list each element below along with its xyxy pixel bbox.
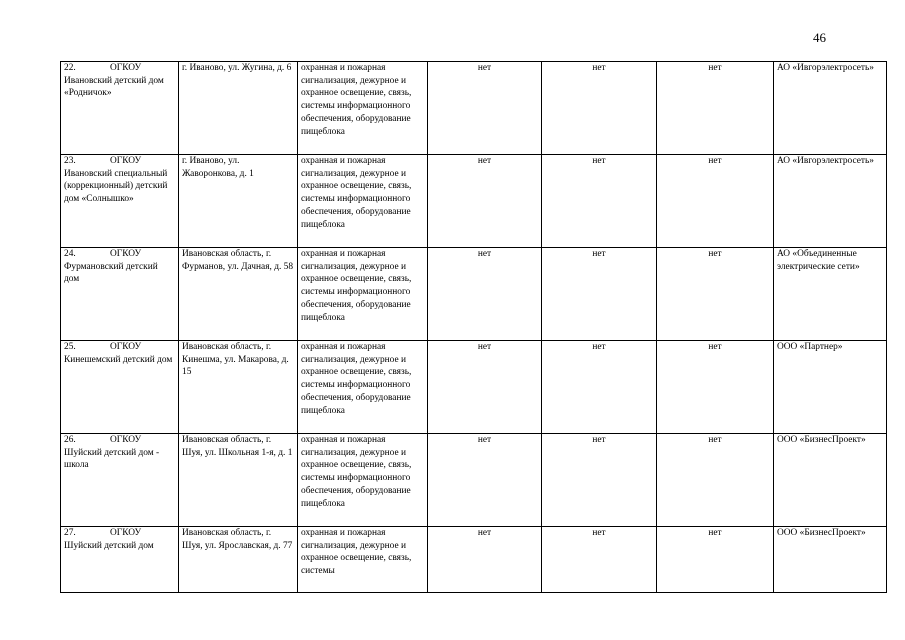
value-text: нет — [592, 435, 606, 445]
address-cell — [179, 155, 298, 248]
address-cell — [179, 62, 298, 155]
page-number: 46 — [813, 30, 826, 45]
row-number: 22. — [64, 63, 76, 73]
value-cell-2 — [542, 527, 657, 593]
value-text: нет — [592, 156, 606, 166]
institution-type: ОГКОУ — [110, 528, 142, 538]
row-number: 25. — [64, 342, 76, 352]
value-cell-1 — [428, 248, 542, 341]
value-cell-2 — [542, 341, 657, 434]
organization-text: ООО «Партнер» — [777, 342, 843, 352]
institution-name: Шуйский детский дом - школа — [64, 447, 160, 471]
value-cell-1 — [428, 341, 542, 434]
organization-text: АО «Объединенные электрические сети» — [777, 249, 860, 272]
organization-cell — [774, 248, 887, 341]
value-text: нет — [477, 342, 492, 352]
table-row — [61, 248, 887, 341]
row-number: 24. — [64, 249, 76, 259]
institutions-table — [60, 61, 887, 593]
value-text: нет — [477, 435, 492, 445]
value-text: нет — [477, 63, 492, 73]
address-cell — [179, 527, 298, 593]
systems-text: охранная и пожарная сигнализация, дежурное и охранное освещение, связь, системы информационного обеспечения, оборудование пищеблока — [301, 156, 412, 230]
table-row — [61, 62, 887, 155]
institution-type: ОГКОУ — [110, 342, 142, 352]
value-cell-3 — [657, 527, 774, 593]
row-number: 26. — [64, 435, 76, 445]
institution-name: Шуйский детский дом — [64, 540, 154, 551]
value-cell-1 — [428, 62, 542, 155]
organization-text: ООО «БизнесПроект» — [777, 528, 866, 538]
address-text: г. Иваново, ул. Жаворонкова, д. 1 — [182, 156, 254, 179]
systems-text: охранная и пожарная сигнализация, дежурное и охранное освещение, связь, системы информационного обеспечения, оборудование пищеблока — [301, 63, 412, 137]
institution-name: Фурмановский детский дом — [64, 261, 158, 285]
value-text: нет — [708, 435, 722, 445]
institution-type: ОГКОУ — [110, 63, 142, 73]
value-text: нет — [708, 249, 722, 259]
address-text: Ивановская область, г. Шуя, ул. Школьная 1-я, д. 1 — [182, 435, 293, 458]
organization-text: АО «Ивгорэлектросеть» — [777, 156, 874, 166]
address-cell — [179, 434, 298, 527]
value-cell-3 — [657, 155, 774, 248]
value-text: нет — [708, 63, 722, 73]
table-row — [61, 155, 887, 248]
organization-text: АО «Ивгорэлектросеть» — [777, 63, 874, 73]
address-cell — [179, 248, 298, 341]
institution-name: Кинешемский детский дом — [64, 354, 173, 365]
row-number: 27. — [64, 528, 76, 538]
address-text: г. Иваново, ул. Жугина, д. 6 — [182, 63, 292, 73]
value-text: нет — [592, 528, 606, 538]
institution-name-cell — [61, 248, 179, 341]
systems-text: охранная и пожарная сигнализация, дежурное и охранное освещение, связь, системы информационного обеспечения, оборудование пищеблока — [301, 342, 412, 416]
systems-cell — [298, 248, 428, 341]
systems-cell — [298, 62, 428, 155]
value-text: нет — [477, 528, 492, 538]
organization-cell — [774, 527, 887, 593]
row-number: 23. — [64, 156, 76, 166]
value-text: нет — [592, 249, 606, 259]
institution-type: ОГКОУ — [110, 156, 142, 166]
value-text: нет — [708, 528, 722, 538]
institution-name-cell — [61, 341, 179, 434]
value-text: нет — [477, 156, 492, 166]
table-row — [61, 341, 887, 434]
table-row — [61, 434, 887, 527]
institution-name-cell — [61, 434, 179, 527]
institution-name-cell — [61, 527, 179, 593]
table-row — [61, 527, 887, 593]
value-text: нет — [477, 249, 492, 259]
address-cell — [179, 341, 298, 434]
institution-type: ОГКОУ — [110, 435, 142, 445]
value-text: нет — [592, 342, 606, 352]
value-cell-2 — [542, 248, 657, 341]
value-cell-3 — [657, 62, 774, 155]
systems-cell — [298, 527, 428, 593]
systems-text: охранная и пожарная сигнализация, дежурное и охранное освещение, связь, системы информационного обеспечения, оборудование пищеблока — [301, 435, 412, 509]
value-cell-3 — [657, 341, 774, 434]
organization-text: ООО «БизнесПроект» — [777, 435, 866, 445]
institution-name: Ивановский специальный (коррекционный) детский дом «Солнышко» — [64, 168, 168, 205]
value-cell-1 — [428, 155, 542, 248]
value-text: нет — [708, 342, 722, 352]
institution-name: Ивановский детский дом «Родничок» — [64, 75, 164, 99]
value-cell-2 — [542, 434, 657, 527]
organization-cell — [774, 155, 887, 248]
value-text: нет — [592, 63, 606, 73]
address-text: Ивановская область, г. Кинешма, ул. Макарова, д. 15 — [182, 342, 289, 378]
institution-name-cell — [61, 155, 179, 248]
organization-cell — [774, 434, 887, 527]
value-cell-1 — [428, 434, 542, 527]
value-cell-3 — [657, 434, 774, 527]
value-text: нет — [708, 156, 722, 166]
systems-text: охранная и пожарная сигнализация, дежурное и охранное освещение, связь, системы информационного обеспечения, оборудование пищеблока — [301, 249, 412, 323]
institution-type: ОГКОУ — [110, 249, 142, 259]
organization-cell — [774, 62, 887, 155]
institution-name-cell — [61, 62, 179, 155]
value-cell-3 — [657, 248, 774, 341]
systems-cell — [298, 341, 428, 434]
value-cell-2 — [542, 62, 657, 155]
organization-cell — [774, 341, 887, 434]
systems-text: охранная и пожарная сигнализация, дежурное и охранное освещение, связь, системы — [301, 528, 412, 577]
systems-cell — [298, 155, 428, 248]
value-cell-1 — [428, 527, 542, 593]
address-text: Ивановская область, г. Фурманов, ул. Дачная, д. 58 — [182, 249, 294, 272]
systems-cell — [298, 434, 428, 527]
value-cell-2 — [542, 155, 657, 248]
address-text: Ивановская область, г. Шуя, ул. Ярославская, д. 77 — [182, 528, 293, 551]
